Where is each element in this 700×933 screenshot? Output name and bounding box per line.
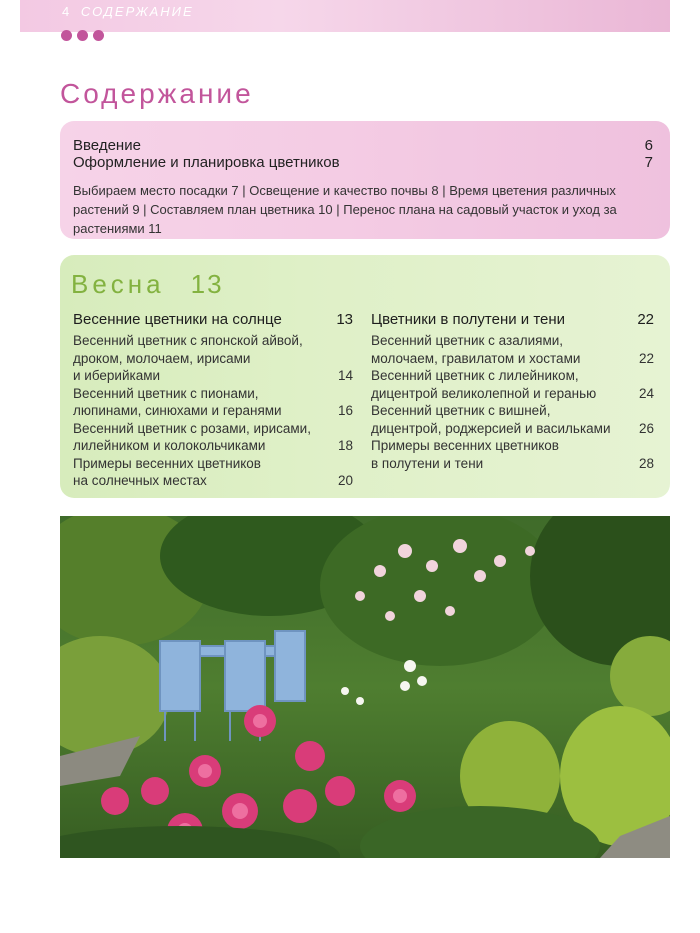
section-heading-page: 13: [190, 269, 224, 299]
toc-entry-page: 18: [337, 438, 353, 453]
section-heading-label: Весна: [71, 269, 165, 299]
toc-entry-page: 22: [638, 350, 654, 366]
toc-entry[interactable]: [73, 385, 353, 420]
toc-column-sun: [73, 311, 353, 490]
toc-chapter-page: 22: [637, 311, 654, 328]
toc-entry-label: Введение: [73, 137, 141, 154]
toc-entry-line: дицентрой великолепной и геранью: [371, 385, 597, 401]
toc-entry-line: Весенний цветник с пионами,: [73, 385, 259, 401]
toc-entry-line: на солнечных местах: [73, 473, 207, 488]
section-heading[interactable]: [71, 269, 224, 300]
toc-entry[interactable]: [73, 332, 353, 385]
toc-entry-page: 20: [337, 473, 353, 488]
toc-chapter-label: Цветники в полутени и тени: [371, 311, 566, 328]
page-title: Содержание: [60, 78, 254, 109]
toc-entry-page: 14: [337, 368, 353, 383]
toc-entry[interactable]: [371, 402, 654, 437]
toc-entry-line: Весенний цветник с лилейником,: [371, 368, 579, 383]
garden-illustration: [60, 516, 670, 858]
toc-entry[interactable]: [73, 420, 353, 455]
toc-entry-line: и иберийками: [73, 368, 161, 383]
toc-entry-page: 16: [337, 403, 353, 418]
toc-entry[interactable]: [371, 437, 654, 472]
toc-chapter-shade[interactable]: [371, 311, 654, 328]
toc-chapter-label: Весенние цветники на солнце: [73, 311, 282, 328]
running-title: СОДЕРЖАНИЕ: [80, 4, 194, 19]
spring-section: [60, 255, 670, 498]
toc-entry[interactable]: [371, 367, 654, 402]
toc-entry-introduction[interactable]: [73, 137, 653, 154]
dot-icon: [61, 30, 72, 41]
toc-column-shade: [371, 311, 654, 472]
running-header: [62, 4, 194, 19]
toc-entry-line: в полутени и тени: [371, 455, 484, 471]
toc-entry-line: люпинами, синюхами и геранями: [73, 403, 282, 418]
toc-entry-line: Весенний цветник с японской айвой,: [73, 333, 303, 348]
toc-entry-line: дицентрой, роджерсией и васильками: [371, 420, 611, 436]
toc-entry-page: 7: [644, 154, 653, 171]
toc-chapter-page: 13: [336, 311, 353, 328]
dot-icon: [77, 30, 88, 41]
toc-entry-line: Весенний цветник с азалиями,: [371, 333, 564, 348]
toc-entry-label: Оформление и планировка цветников: [73, 154, 340, 171]
toc-chapter-sun[interactable]: [73, 311, 353, 328]
garden-photo: [60, 516, 670, 858]
toc-entry-line: лилейником и колокольчиками: [73, 438, 266, 453]
toc-entry-line: молочаем, гравилатом и хостами: [371, 350, 581, 366]
toc-entry-line: Примеры весенних цветников: [371, 438, 559, 453]
toc-entry-design[interactable]: [73, 154, 653, 171]
toc-subentries: Выбираем место посадки 7 | Освещение и качество почвы 8 | Время цветения различных растений 9 | Составляем план цветника 10 | Перенос плана на садовый участок и уход за растениями 11: [73, 183, 617, 236]
toc-entry[interactable]: [73, 455, 353, 490]
intro-section: [60, 121, 670, 239]
toc-entry-line: дроком, молочаем, ирисами: [73, 350, 251, 366]
toc-entry-page: 28: [638, 455, 654, 471]
toc-entry-line: Примеры весенних цветников: [73, 455, 261, 471]
toc-entry-page: 6: [644, 137, 653, 154]
page-number: 4: [62, 4, 70, 19]
toc-entry-line: Весенний цветник с вишней,: [371, 403, 551, 418]
dot-icon: [93, 30, 104, 41]
toc-entry-page: 24: [638, 385, 654, 401]
toc-entry-page: 26: [638, 420, 654, 436]
decorative-dots: [61, 30, 104, 41]
toc-entry[interactable]: [371, 332, 654, 367]
toc-entry-line: Весенний цветник с розами, ирисами,: [73, 420, 311, 436]
